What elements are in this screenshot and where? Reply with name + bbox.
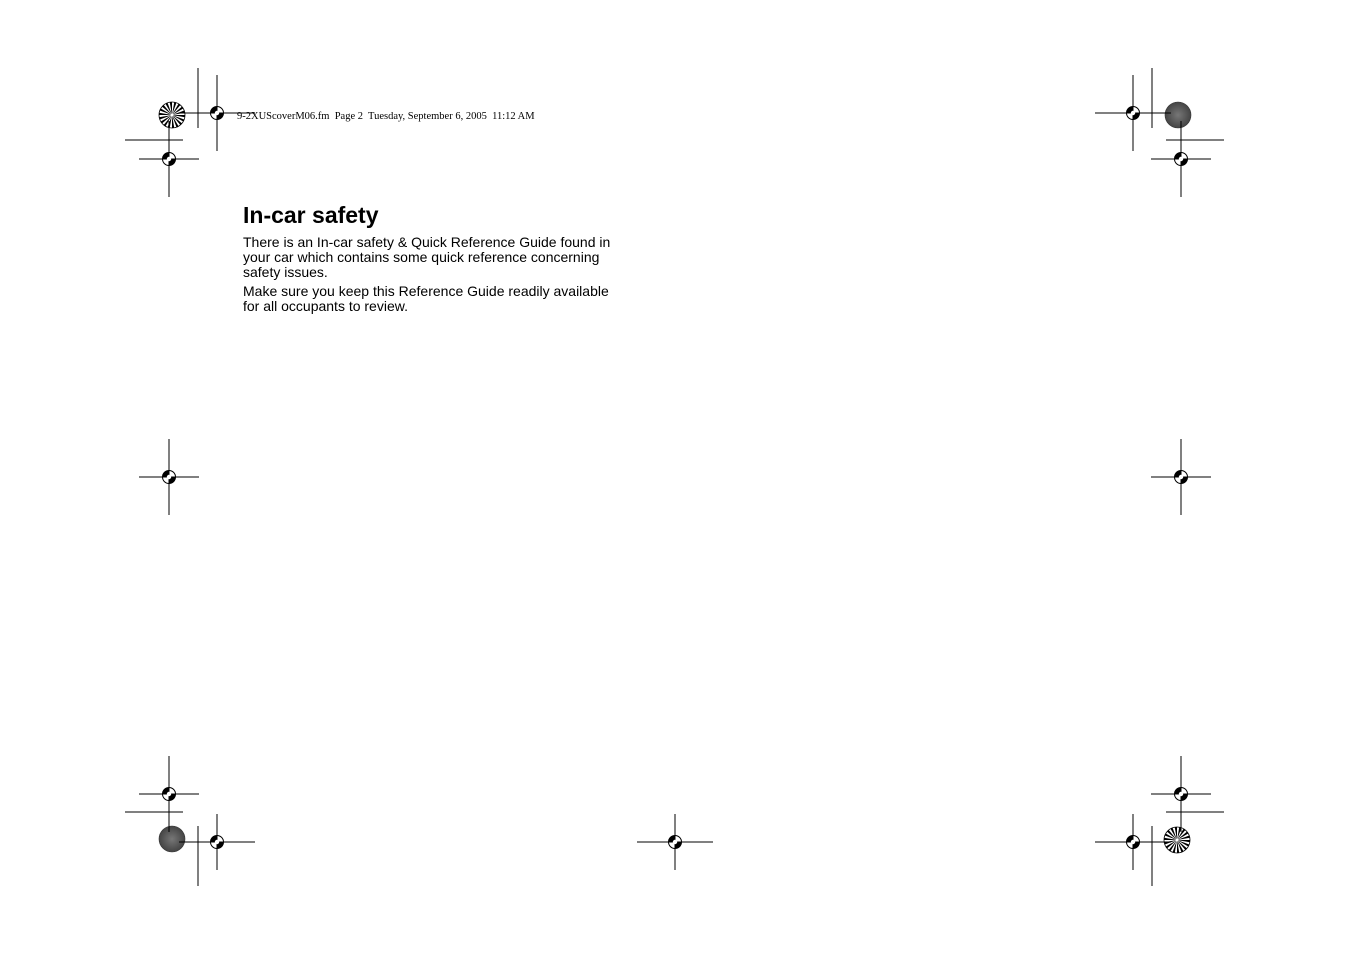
file-slug-header: 9-2XUScoverM06.fm Page 2 Tuesday, September 6, 2005 11:12 AM: [237, 111, 535, 122]
grey-dot-icon: [159, 826, 185, 852]
registration-mark-icon: [1151, 439, 1211, 515]
crop-mark-icon-bottom-right: [1152, 812, 1224, 886]
paragraph: Make sure you keep this Reference Guide readily available for all occupants to review.: [243, 283, 609, 314]
registration-mark-icon: [139, 439, 199, 515]
section-in-car-safety: [243, 201, 623, 318]
registration-mark-icon: [1151, 756, 1211, 832]
registration-mark-icon: [1095, 814, 1171, 870]
registration-mark-icon: [1151, 121, 1211, 197]
star-target-icon: [159, 102, 185, 128]
star-target-icon: [1164, 827, 1190, 853]
grey-dot-icon: [1165, 102, 1191, 128]
crop-mark-icon-bottom-left: [125, 812, 198, 886]
registration-mark-icon: [179, 814, 255, 870]
registration-mark-icon: [637, 814, 713, 870]
registration-mark-icon: [139, 121, 199, 197]
registration-mark-icon: [1095, 75, 1171, 151]
crop-mark-icon-top-left: [125, 68, 198, 140]
section-title: In-car safety: [243, 202, 379, 228]
paragraph: There is an In-car safety & Quick Reference Guide found in your car which contains some quick reference concerning safety issues.: [243, 234, 611, 280]
registration-mark-icon: [139, 756, 199, 832]
crop-mark-icon-top-right: [1152, 68, 1224, 140]
